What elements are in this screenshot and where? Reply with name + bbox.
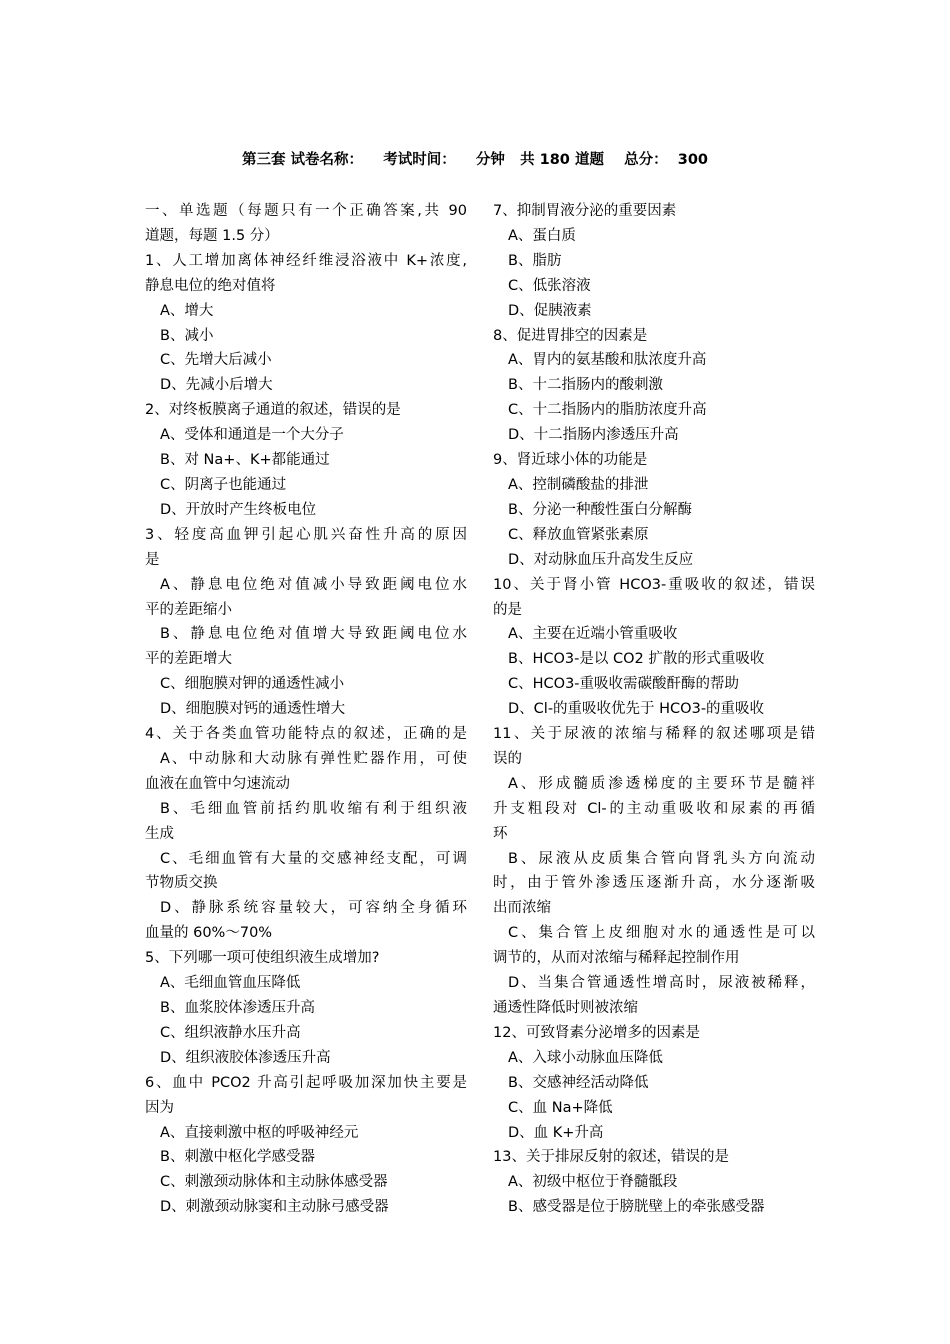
option-line: A、毛细血管血压降低	[160, 975, 301, 992]
option-line: C、十二指肠内的脂肪浓度升高	[508, 402, 707, 419]
option-line: B、感受器是位于膀胱壁上的牵张感受器	[508, 1199, 765, 1216]
option-line: D、促胰液素	[508, 302, 592, 319]
question-line: 7、抑制胃液分泌的重要因素	[493, 203, 677, 219]
option-line: A、静息电位绝对值减小导致距阈电位水	[160, 576, 467, 593]
question-line: 误的	[493, 750, 522, 767]
option-line: D、静脉系统容量较大，可容纳全身循环	[160, 900, 467, 917]
question-line: 3、轻度高血钾引起心肌兴奋性升高的原因	[145, 526, 467, 543]
option-line: A、中动脉和大动脉有弹性贮器作用，可使	[160, 750, 467, 767]
question-line: 静息电位的绝对值将	[145, 277, 276, 294]
question-line: 血量的 60%～70%	[145, 925, 273, 942]
question-line: 13、关于排尿反射的叙述，错误的是	[493, 1149, 729, 1166]
option-line: B、HCO3-是以 CO2 扩散的形式重吸收	[508, 651, 765, 668]
question-line: 升支粗段对 Cl-的主动重吸收和尿素的再循	[493, 800, 815, 817]
question-line: 1、人工增加离体神经纤维浸浴液中 K+浓度,	[145, 252, 467, 269]
option-line: C、血 Na+降低	[508, 1099, 613, 1116]
option-line: B、毛细血管前括约肌收缩有利于组织液	[160, 800, 467, 817]
option-line: C、组织液静水压升高	[160, 1024, 301, 1041]
option-line: A、增大	[160, 302, 214, 319]
option-line: A、直接刺激中枢的呼吸神经元	[160, 1124, 359, 1141]
option-line: B、减小	[160, 327, 214, 344]
option-line: D、刺激颈动脉窦和主动脉弓感受器	[160, 1199, 389, 1216]
question-line: 12、可致肾素分泌增多的因素是	[493, 1024, 700, 1041]
option-line: D、对动脉血压升高发生反应	[508, 551, 694, 568]
question-line: 10、关于肾小管 HCO3-重吸收的叙述，错误	[493, 576, 815, 593]
option-line: D、血 K+升高	[508, 1124, 604, 1141]
option-line: C、集合管上皮细胞对水的通透性是可以	[508, 925, 815, 942]
question-line: 11、关于尿液的浓缩与稀释的叙述哪项是错	[493, 726, 815, 743]
option-line: C、刺激颈动脉体和主动脉体感受器	[160, 1174, 388, 1191]
option-line: C、HCO3-重吸收需碳酸酐酶的帮助	[508, 676, 740, 693]
option-line: C、低张溶液	[508, 277, 591, 294]
question-line: 道题，每题 1.5 分）	[145, 227, 279, 244]
question-line: 2、对终板膜离子通道的叙述，错误的是	[145, 402, 401, 419]
option-line: D、细胞膜对钙的通透性增大	[160, 701, 346, 718]
question-line: 生成	[145, 825, 174, 842]
option-line: D、当集合管通透性增高时，尿液被稀释，	[508, 975, 815, 992]
option-line: D、先减小后增大	[160, 377, 273, 394]
option-line: A、控制磷酸盐的排泄	[508, 476, 649, 493]
option-line: D、组织液胶体渗透压升高	[160, 1049, 331, 1066]
question-line: 是	[145, 551, 160, 568]
option-line: D、Cl-的重吸收优先于 HCO3-的重吸收	[508, 701, 765, 718]
option-line: A、蛋白质	[508, 227, 576, 244]
option-line: C、毛细血管有大量的交感神经支配，可调	[160, 850, 467, 867]
question-line: 调节的，从而对浓缩与稀释起控制作用	[493, 950, 740, 967]
left-column	[145, 199, 467, 1220]
option-line: B、静息电位绝对值增大导致距阈电位水	[160, 626, 467, 643]
option-line: C、阴离子也能通过	[160, 476, 287, 493]
option-line: B、十二指肠内的酸刺激	[508, 377, 663, 394]
question-line: 4、关于各类血管功能特点的叙述，正确的是	[145, 726, 467, 743]
option-line: D、开放时产生终板电位	[160, 501, 317, 518]
question-line: 出而浓缩	[493, 900, 551, 917]
question-line: 6、血中 PCO2 升高引起呼吸加深加快主要是	[145, 1074, 467, 1091]
option-line: A、胃内的氨基酸和肽浓度升高	[508, 352, 707, 369]
question-line: 节物质交换	[145, 875, 218, 892]
question-line: 的是	[493, 601, 522, 618]
question-line: 5、下列哪一项可使组织液生成增加?	[145, 950, 380, 967]
option-line: C、先增大后减小	[160, 352, 272, 369]
option-line: B、分泌一种酸性蛋白分解酶	[508, 501, 692, 518]
question-line: 环	[493, 825, 508, 842]
option-line: B、血浆胶体渗透压升高	[160, 1000, 315, 1016]
question-line: 因为	[145, 1099, 174, 1116]
question-line: 8、促进胃排空的因素是	[493, 327, 648, 344]
question-line: 平的差距增大	[145, 651, 232, 668]
option-line: B、尿液从皮质集合管向肾乳头方向流动	[508, 850, 815, 867]
option-line: A、受体和通道是一个大分子	[160, 427, 344, 444]
right-column	[493, 199, 815, 1220]
option-line: C、细胞膜对钾的通透性减小	[160, 676, 345, 693]
question-line: 时，由于管外渗透压逐渐升高，水分逐渐吸	[493, 875, 815, 892]
question-line: 一、单选题（每题只有一个正确答案,共 90	[145, 203, 467, 219]
option-line: B、对 Na+、K+都能通过	[160, 452, 330, 469]
option-line: A、主要在近端小管重吸收	[508, 626, 678, 643]
option-line: D、十二指肠内渗透压升高	[508, 427, 679, 444]
question-line: 9、肾近球小体的功能是	[493, 452, 648, 469]
question-line: 平的差距缩小	[145, 601, 232, 618]
option-line: B、刺激中枢化学感受器	[160, 1149, 315, 1166]
question-line: 血液在血管中匀速流动	[145, 775, 290, 792]
option-line: A、入球小动脉血压降低	[508, 1049, 663, 1066]
page-title: 第三套 试卷名称： 考试时间： 分钟 共 180 道题 总分： 300	[242, 152, 708, 168]
option-line: C、释放血管紧张素原	[508, 526, 649, 543]
option-line: B、脂肪	[508, 252, 562, 269]
option-line: A、初级中枢位于脊髓骶段	[508, 1174, 678, 1191]
option-line: A、形成髓质渗透梯度的主要环节是髓袢	[508, 775, 815, 792]
option-line: B、交感神经活动降低	[508, 1074, 649, 1091]
question-line: 通透性降低时则被浓缩	[493, 1000, 638, 1016]
